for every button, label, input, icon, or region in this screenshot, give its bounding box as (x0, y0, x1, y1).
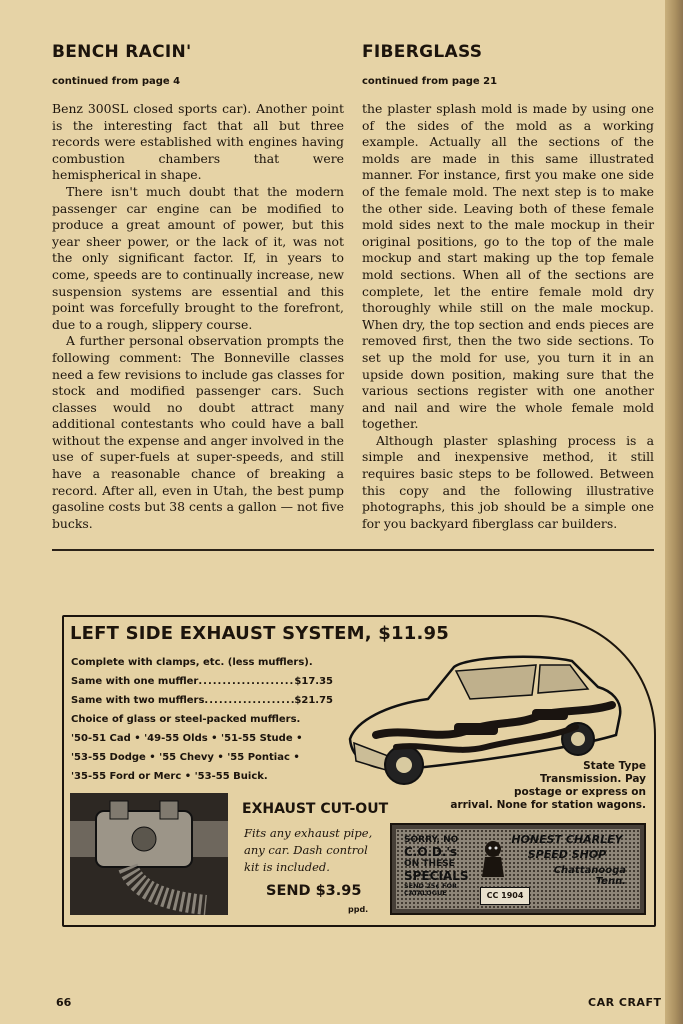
fiberglass-continued: continued from page 21 (362, 76, 498, 87)
stamp-line: SORRY, NO (404, 835, 459, 845)
transmission-line: Transmission. Pay (540, 773, 646, 785)
transmission-line: State Type (583, 760, 646, 772)
ad-line: Choice of glass or steel-packed mufflers. (71, 714, 301, 725)
ad-line: '35-55 Ford or Merc • '53-55 Buick. (71, 771, 268, 782)
stamp-line: C.O.D.'s (404, 845, 458, 859)
fiberglass-column (362, 42, 654, 532)
cutout-description: Fits any exhaust pipe, any car. Dash control kit is included. (244, 826, 373, 874)
cutout-photo-drawing (70, 793, 228, 915)
bench-racin-continued: continued from page 4 (52, 76, 181, 87)
ad-title: LEFT SIDE EXHAUST SYSTEM, $11.95 (70, 623, 449, 644)
transmission-note (406, 760, 646, 812)
postpaid-note: ppd. (348, 905, 369, 914)
transmission-line: arrival. None for station wagons. (450, 799, 646, 811)
brand-state: Tenn. (595, 876, 626, 887)
brand-name: SPEED SHOP (527, 848, 607, 861)
leader-dots (204, 691, 294, 710)
ad-price-row (71, 691, 333, 710)
no-cod-notice (404, 835, 468, 897)
fiberglass-paragraph: Although plaster splashing process is a simple and inexpensive method, it still requires basic steps to be followed. Between this copy and the following illustrative photographs, this job should be a simple one for you backyard fiberglass car builders. (362, 432, 654, 531)
brand-city: Chattanooga (553, 865, 626, 876)
ad-price-row (71, 672, 333, 691)
ad-price-list (71, 653, 333, 786)
honest-charley-stamp (390, 823, 646, 915)
stamp-line: CATALOGUE (404, 889, 447, 897)
stamp-screen (396, 829, 640, 909)
bench-racin-paragraph: Benz 300SL closed sports car). Another point is the interesting fact that all but three records were established with engines having combustion chambers that were hemispherical in shape. (52, 101, 344, 183)
ad-line: Complete with clamps, etc. (less mufflers). (71, 657, 313, 668)
ad-price-value: $17.35 (294, 676, 333, 687)
bench-racin-column (52, 42, 344, 532)
cutout-price: SEND $3.95 (266, 883, 362, 899)
stamp-line: SPECIALS (404, 869, 469, 883)
bench-racin-title: BENCH RACIN' (52, 42, 192, 62)
bench-racin-paragraph: There isn't much doubt that the modern passenger car engine can be modified to produce a great amount of power, but this year sheer power, or the lack of it, was not the only significant factor. If, in years to come, speeds are to continually increase, new suspension systems are essential and this point was forcefully brought to the forefront, due to a rough, slippery course. (52, 183, 344, 332)
ad-code-box: CC 1904 (480, 887, 530, 905)
fiberglass-title: FIBERGLASS (362, 42, 483, 62)
ad-line: '50-51 Cad • '49-55 Olds • '51-55 Stude • (71, 733, 303, 744)
cutout-title: EXHAUST CUT-OUT (242, 801, 389, 817)
stamp-line: ON THESE (404, 859, 455, 869)
section-divider (52, 549, 654, 551)
ad-price-value: $21.75 (294, 695, 333, 706)
page-number: 66 (56, 996, 72, 1009)
fiberglass-paragraph: the plaster splash mold is made by using one of the sides of the mold as a working example. Actually all the sections of the molds are made in this same illustrated manner. For instance, first you make one side of the female mold. The next step is to make the other side. Leaving both of these female mold sides next to the male mockup in their original positions, go to the top of the male mockup and start making up the top female mold sections. When all of the sections are complete, let the entire female mold dry thoroughly while still on the male mockup. When dry, the top section and ends pieces are removed first, then the two side sections. To set up the mold for use, you turn it in an upside down position, making sure that the various sections register with one another and nail and wire the whole female mold together. (362, 101, 654, 432)
ad-price-label: Same with one muffler (71, 676, 199, 687)
stamp-line: SEND 25¢ FOR (404, 882, 458, 890)
page-spine (665, 0, 683, 1024)
ad-line: '53-55 Dodge • '55 Chevy • '55 Pontiac • (71, 752, 300, 763)
bench-racin-paragraph: A further personal observation prompts the following comment: The Bonneville classes need a few revisions to include gas classes for stock and modified passenger cars. Such classes would no doubt attract many additional contestants who could have a ball without the expense and anger involved in the use of super-fuels at super-speeds, and still have a reasonable chance of breaking a record. After all, even in Utah, the best pump gasoline costs but 38 cents a gallon — not five bucks. (52, 333, 344, 531)
shop-brand (508, 833, 626, 887)
transmission-line: postage or express on (514, 786, 646, 798)
leader-dots (198, 672, 294, 691)
exhaust-system-advertisement (62, 615, 656, 927)
charley-mascot-icon (480, 839, 506, 879)
magazine-name: CAR CRAFT (588, 996, 662, 1009)
cutout-photo (70, 793, 228, 915)
ad-price-label: Same with two mufflers (71, 695, 205, 706)
brand-name: HONEST CHARLEY (511, 833, 623, 846)
